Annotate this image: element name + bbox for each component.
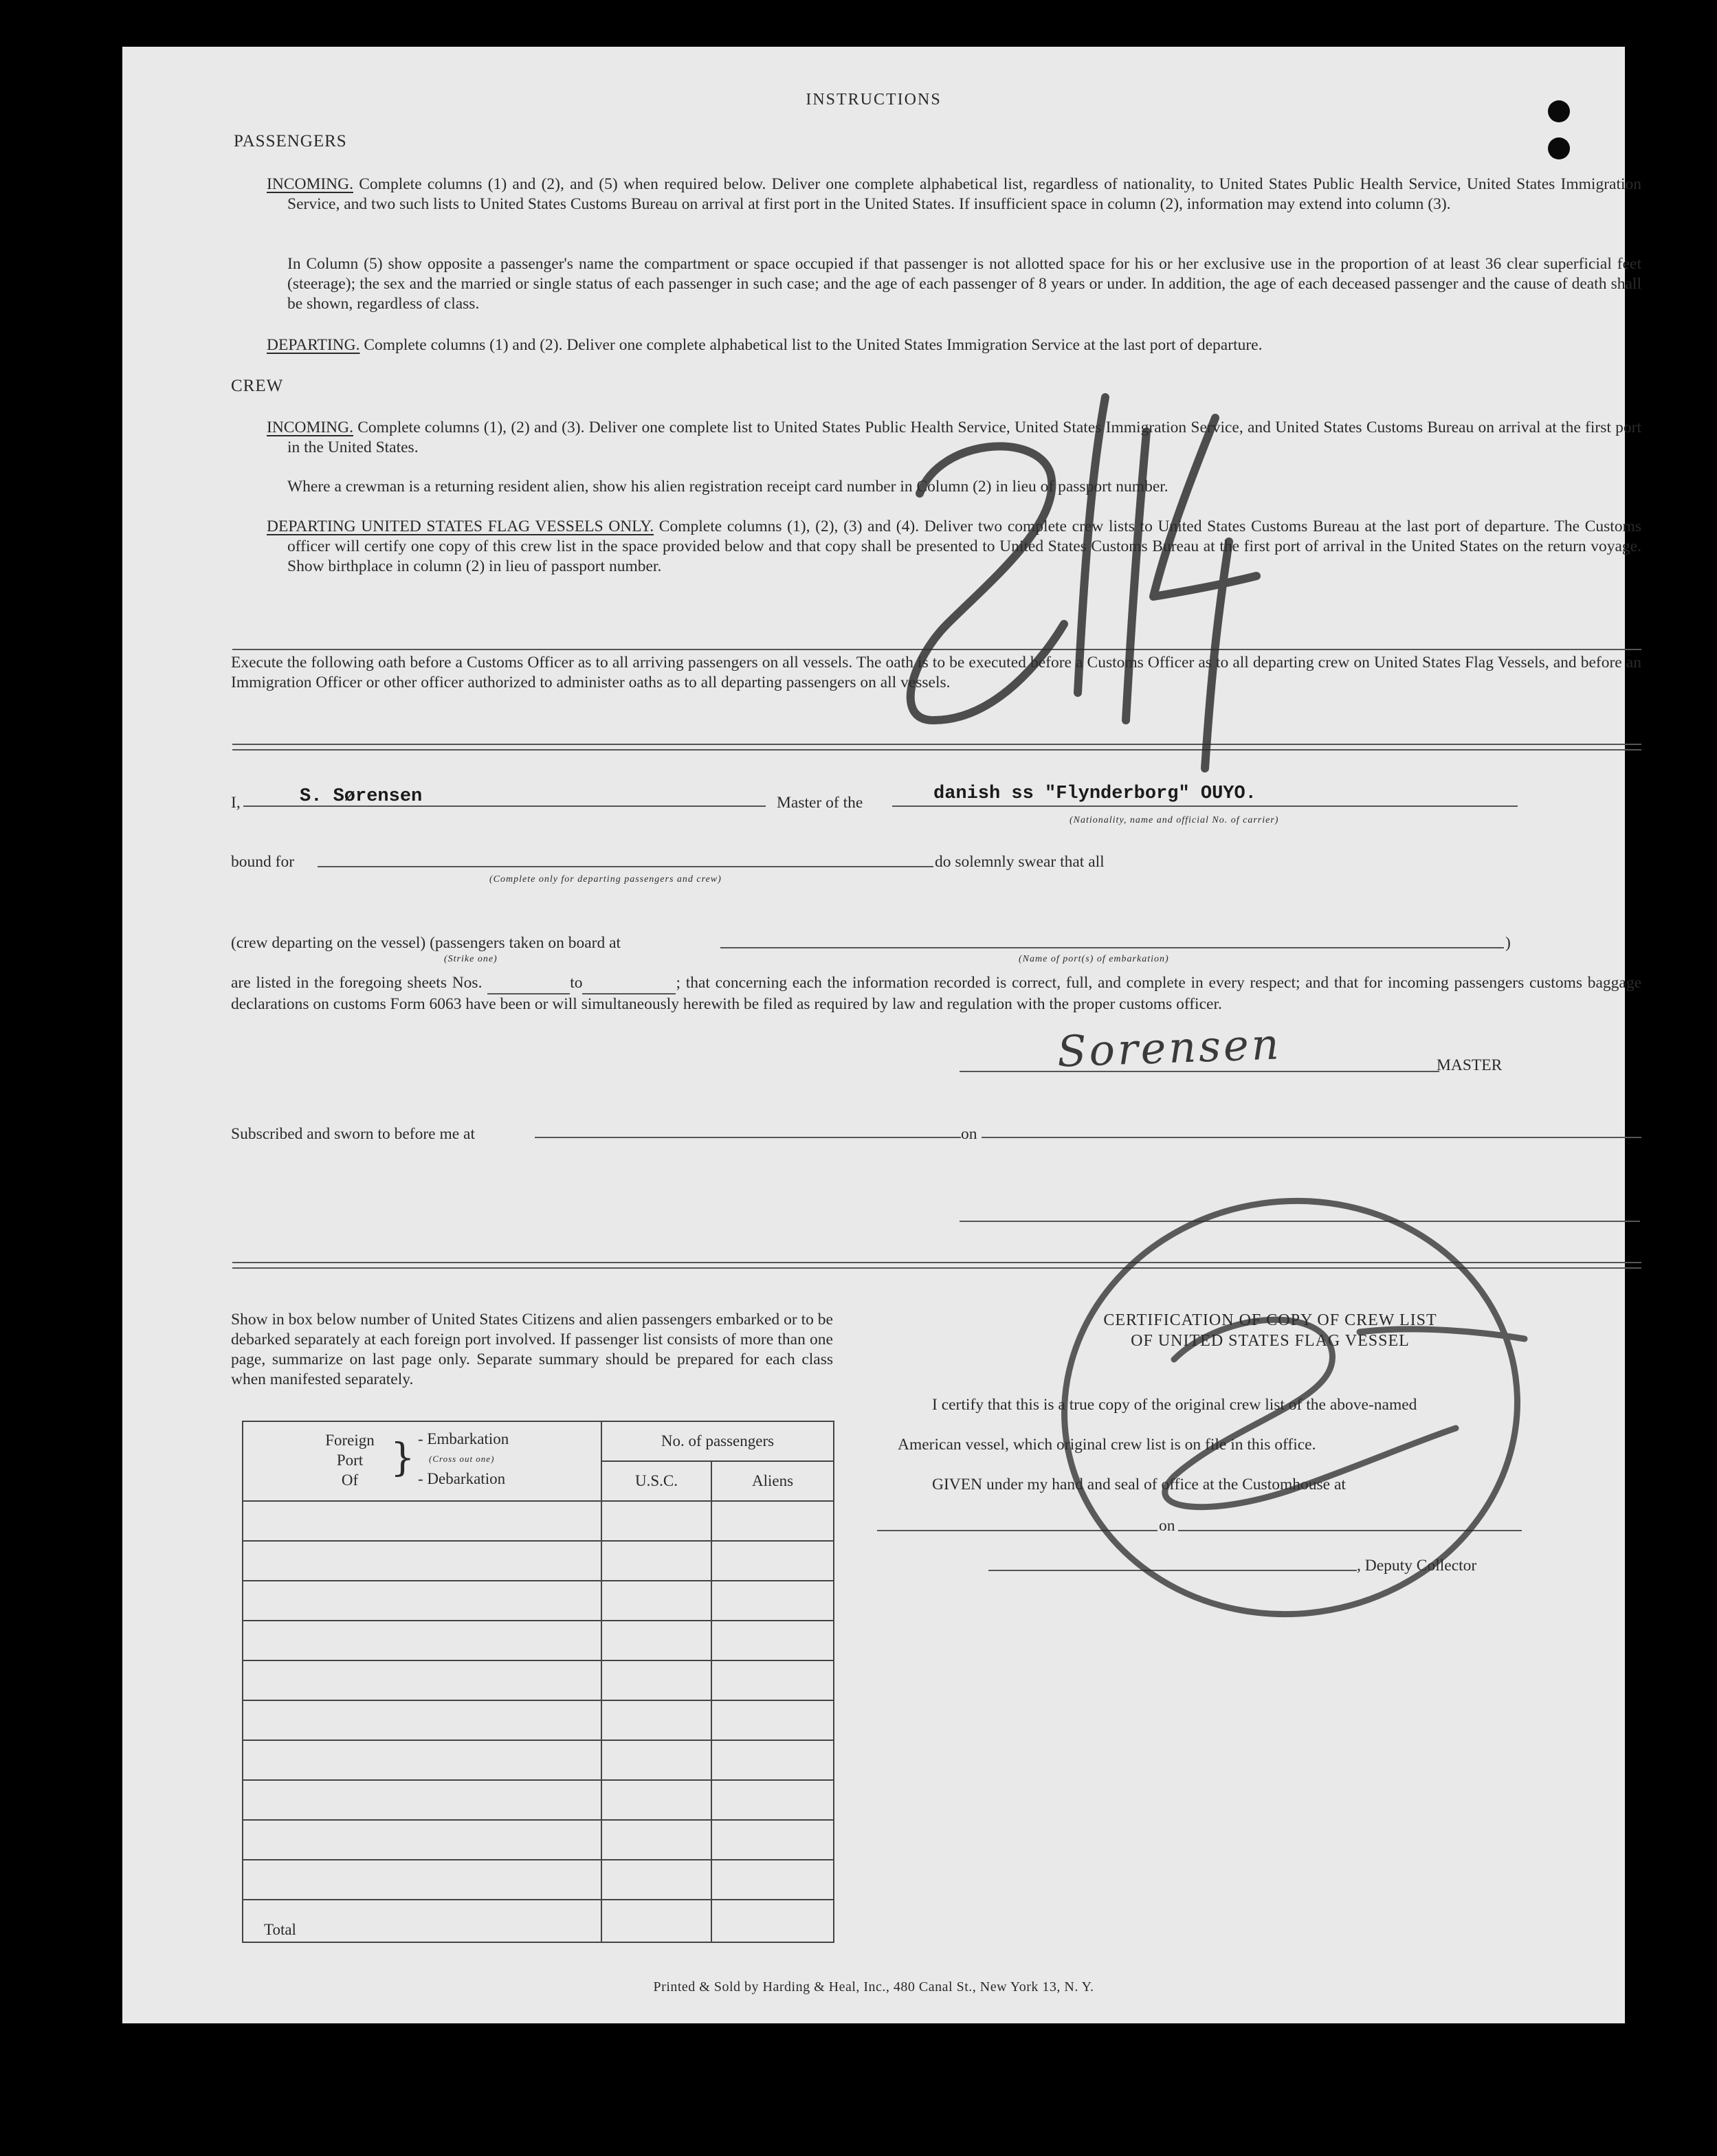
cert-date-line [1178,1530,1522,1531]
strike-one-caption: (Strike one) [444,954,498,964]
vessel-line [892,805,1518,807]
master-name: S. Sørensen [300,786,423,807]
table-cell[interactable] [711,1780,834,1820]
crew-heading: CREW [231,377,284,395]
oath-i-label: I, [231,794,241,812]
subscribed-place-line [535,1137,961,1138]
crew-incoming-paragraph [267,418,1641,458]
summary-paragraph: Show in box below number of United States Citizens and alien passengers embarked or to be debarked separately at each foreign port involved. If passenger list consists of more than one page, summarize on last page only. Separate summary should be prepared for each class when manifested separately. [231,1311,833,1388]
table-row [243,1780,834,1820]
sheet-to-blank [582,973,676,994]
passengers-incoming-label: INCOMING. [267,175,353,193]
table-cell[interactable] [711,1860,834,1900]
table-cell[interactable] [601,1900,711,1942]
passengers-departing-paragraph [267,335,1641,355]
table-row [243,1621,834,1660]
passengers-departing-label: DEPARTING. [267,336,360,354]
certify-line1: I certify that this is a true copy of the original crew list of the above-named [932,1396,1417,1414]
table-cell[interactable] [243,1860,601,1900]
table-cell[interactable] [601,1541,711,1581]
table-cell[interactable] [711,1621,834,1660]
crew-departing-text: Complete columns (1), (2), (3) and (4). Deliver two complete crew lists to United States Customs Bureau at the last port of departure. The Customs officer will certify one copy of this crew list in the space provided below and that copy shall be presented to United States Customs Bureau at the first port of arrival in the United States on the return voyage. Show birthplace in column (2) in lieu of passport number. [287,518,1641,575]
punch-hole [1548,100,1570,122]
table-cell[interactable] [601,1780,711,1820]
sheet-from-blank [487,973,570,994]
debarkation-label: - Debarkation [418,1470,506,1487]
passengers-heading: PASSENGERS [234,132,347,151]
total-label: Total [243,1900,601,1942]
certification-title-line2: OF UNITED STATES FLAG VESSEL [1131,1332,1410,1350]
foreign-label: Foreign [325,1432,375,1449]
table-total-row [243,1900,834,1942]
master-of-label: Master of the [777,794,863,812]
table-cell[interactable] [243,1660,601,1700]
table-cell[interactable] [243,1541,601,1581]
table-cell[interactable] [601,1820,711,1860]
master-signature: Sorensen [1056,1019,1283,1077]
crew-departing-text: (crew departing on the vessel) (passengers taken on board at [231,934,621,952]
embarkation-label: - Embarkation [418,1430,509,1447]
table-cell[interactable] [601,1740,711,1780]
subscribed-date-line [982,1137,1641,1138]
port-label: Port [336,1452,364,1469]
divider [232,649,1641,650]
master-label: MASTER [1437,1056,1503,1074]
table-cell[interactable] [711,1740,834,1780]
table-cell[interactable] [711,1900,834,1942]
crew-resident-paragraph: Where a crewman is a returning resident alien, show his alien registration receipt card number in Column (2) in lieu of passport number. [287,478,1168,496]
table-row [243,1541,834,1581]
table-cell[interactable] [601,1700,711,1740]
bound-for-line [318,866,933,867]
given-text: GIVEN under my hand and seal of office at the Customhouse at [932,1476,1346,1493]
table-row [243,1501,834,1541]
crew-incoming-label: INCOMING. [267,419,353,436]
table-cell[interactable] [243,1700,601,1740]
cross-out-caption: (Cross out one) [429,1454,495,1464]
crew-departing-paragraph [267,517,1641,577]
passengers-departing-text: Complete columns (1) and (2). Deliver one complete alphabetical list to the United States Immigration Service at the last port of departure. [364,336,1263,354]
table-row [243,1581,834,1621]
table-cell[interactable] [243,1780,601,1820]
foreign-port-header [243,1421,601,1501]
usc-header: U.S.C. [601,1461,711,1501]
vessel-caption: (Nationality, name and official No. of carrier) [1070,815,1279,825]
crew-incoming-text: Complete columns (1), (2) and (3). Deliver one complete list to United States Public Health Service, United States Immigration Service, and United States Customs Bureau on arrival at the first port in the United States. [287,419,1641,456]
deputy-collector-label: , Deputy Collector [1357,1557,1477,1575]
table-cell[interactable] [243,1581,601,1621]
certification-title-line1: CERTIFICATION OF COPY OF CREW LIST [1103,1311,1437,1329]
table-cell[interactable] [601,1581,711,1621]
table-row [243,1820,834,1860]
table-cell[interactable] [243,1501,601,1541]
table-cell[interactable] [711,1700,834,1740]
listed-text: ; that concerning each the information recorded is correct, full, and complete in every respect; and that for incoming passengers customs baggage declarations on customs Form 6063 have been or will simultaneously herewith be filed as required by law and regulation with the proper customs officer. [231,974,1642,1013]
divider [232,1267,1641,1269]
subscribed-on-label: on [961,1125,977,1143]
divider [232,744,1641,745]
punch-hole [1548,137,1570,159]
passengers-column5-paragraph: In Column (5) show opposite a passenger's name the compartment or space occupied if that passenger is not allotted space for his or her exclusive use in the proportion of at least 36 clear superficial feet (steerage); the sex and the married or single status of each passenger in such case; and the age of each passenger of 8 years or under. In addition, the age of each deceased passenger and the cause of death shall be shown, regardless of class. [287,255,1641,313]
listed-paragraph [231,973,1641,1014]
subscribed-label: Subscribed and sworn to before me at [231,1125,476,1143]
foreign-port-label [312,1430,388,1490]
deputy-signature-line [988,1570,1357,1571]
passengers-incoming-text: Complete columns (1) and (2), and (5) when required below. Deliver one complete alphabetical list, regardless of nationality, to United States Public Health Service, United States Immigration Service, and two such lists to United States Customs Bureau on arrival at first port in the United States. If insufficient space in column (2), information may extend into column (3). [287,175,1642,213]
table-row [243,1700,834,1740]
bound-for-caption: (Complete only for departing passengers and crew) [489,874,722,885]
table-cell[interactable] [601,1860,711,1900]
brace-icon: } [390,1436,415,1480]
aliens-header: Aliens [711,1461,834,1501]
officer-signature-line [960,1221,1640,1222]
table-cell[interactable] [711,1820,834,1860]
no-of-passengers-header: No. of passengers [601,1421,834,1461]
instructions-title: INSTRUCTIONS [806,91,942,109]
swear-text: do solemnly swear that all [935,853,1105,871]
customhouse-line [877,1530,1157,1531]
table-cell[interactable] [601,1621,711,1660]
form-page [122,47,1642,2023]
table-row [243,1660,834,1700]
table-cell[interactable] [243,1621,601,1660]
table-cell[interactable] [711,1541,834,1581]
divider [232,1262,1641,1263]
table-row [243,1740,834,1780]
table-header-row [243,1421,834,1461]
cert-on-label: on [1159,1517,1175,1535]
certification-title [982,1310,1559,1351]
crew-departing-label: DEPARTING UNITED STATES FLAG VESSELS ONLY. [267,518,654,535]
ports-caption: (Name of port(s) of embarkation) [1019,954,1169,964]
certify-line2: American vessel, which original crew list is on file in this office. [898,1436,1316,1454]
close-paren: ) [1505,934,1511,952]
table-cell[interactable] [711,1501,834,1541]
to-label: to [570,974,583,992]
table-row [243,1860,834,1900]
of-label: Of [341,1471,359,1489]
oath-intro-paragraph: Execute the following oath before a Customs Officer as to all arriving passengers on all vessels. The oath is to be executed before a Customs Officer as to all departing crew on United States Flag Vessels, and before an Immigration Officer or other officer authorized to administer oaths as to all departing passengers on all vessels. [231,654,1641,691]
table-cell[interactable] [601,1501,711,1541]
table-cell[interactable] [711,1660,834,1700]
ports-line [720,947,1504,948]
printer-footer: Printed & Sold by Harding & Heal, Inc., 480 Canal St., New York 13, N. Y. [653,1979,1094,1994]
table-cell[interactable] [243,1740,601,1780]
listed-prefix: are listed in the foregoing sheets Nos. [231,974,483,992]
vessel-name: danish ss "Flynderborg" OUYO. [933,784,1256,804]
table-cell[interactable] [711,1581,834,1621]
bound-for-label: bound for [231,853,295,871]
table-cell[interactable] [243,1820,601,1860]
divider [232,749,1641,751]
table-cell[interactable] [601,1660,711,1700]
passenger-summary-table [242,1421,834,1943]
passengers-incoming-paragraph [267,175,1642,214]
